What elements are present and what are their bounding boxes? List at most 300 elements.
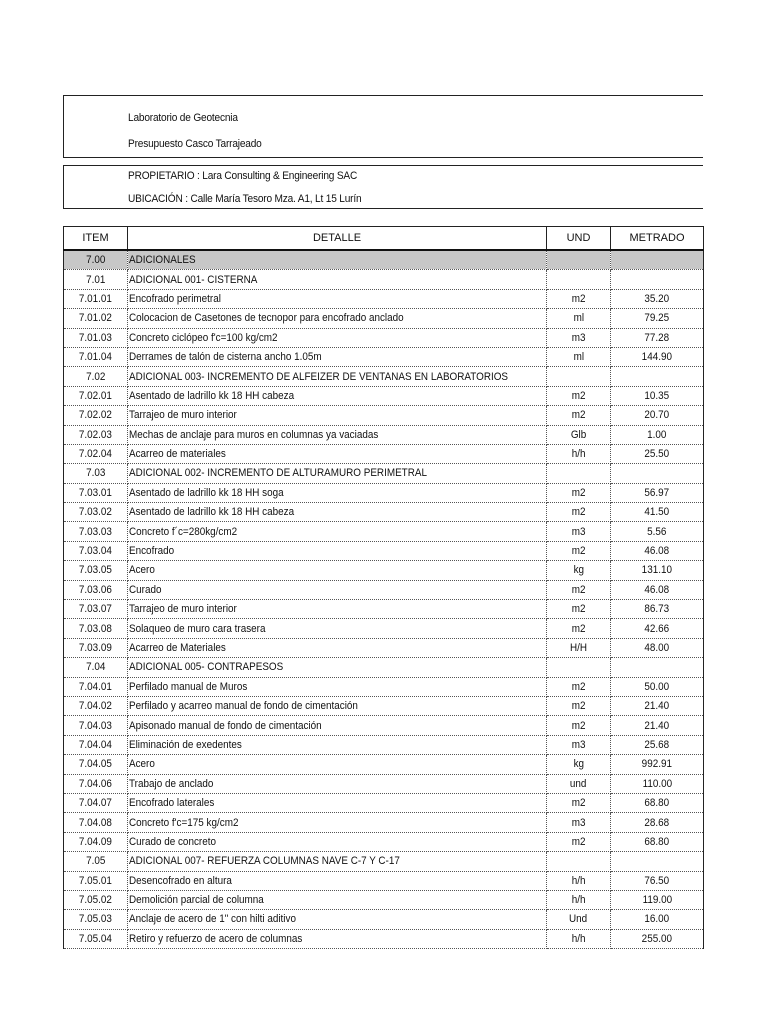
cell-metrado <box>611 386 704 405</box>
cell-und <box>547 852 611 871</box>
cell-und-text: kg <box>573 564 584 577</box>
cell-und-text: m3 <box>571 525 586 538</box>
lab-title: Laboratorio de Geotecnia <box>128 112 238 124</box>
cell-item <box>64 522 128 541</box>
cell-detalle-text: ADICIONAL 005- CONTRAPESOS <box>129 661 284 674</box>
cell-und <box>547 328 611 347</box>
cell-und-text: kg <box>573 758 584 771</box>
table-row <box>64 929 704 948</box>
cell-metrado-text: 28.68 <box>644 816 670 829</box>
cell-item <box>64 696 128 715</box>
cell-und <box>547 580 611 599</box>
cell-und-text: ml <box>573 351 584 364</box>
cell-und <box>547 425 611 444</box>
table-row <box>64 328 704 347</box>
budget-title: Presupuesto Casco Tarrajeado <box>128 138 262 150</box>
cell-und <box>547 910 611 929</box>
table-row <box>64 677 704 696</box>
cell-item-text: 7.03.05 <box>78 564 113 577</box>
cell-detalle-text: Acarreo de Materiales <box>129 642 226 654</box>
cell-item <box>64 619 128 638</box>
cell-item-text: 7.05.04 <box>78 932 113 945</box>
cell-und-text: m2 <box>571 409 586 422</box>
cell-detalle <box>128 619 547 638</box>
cell-metrado-text: 48.00 <box>644 642 670 654</box>
budget-table <box>63 226 704 949</box>
cell-detalle <box>128 658 547 677</box>
cell-detalle <box>128 735 547 754</box>
cell-metrado-text: 50.00 <box>644 680 670 693</box>
cell-detalle <box>128 716 547 735</box>
table-row <box>64 871 704 890</box>
cell-und-text: m3 <box>571 816 586 829</box>
cell-und-text: h/h <box>571 448 586 461</box>
cell-detalle-text: Asentado de ladrillo kk 18 HH cabeza <box>129 506 295 519</box>
cell-und <box>547 890 611 909</box>
cell-detalle <box>128 367 547 386</box>
cell-detalle <box>128 464 547 483</box>
cell-item-text: 7.00 <box>85 254 106 267</box>
cell-item <box>64 250 128 270</box>
table-row <box>64 638 704 657</box>
cell-item-text: 7.04.08 <box>78 816 113 829</box>
cell-und <box>547 638 611 657</box>
cell-metrado <box>611 677 704 696</box>
cell-detalle-text: Asentado de ladrillo kk 18 HH cabeza <box>129 389 295 402</box>
cell-metrado <box>611 367 704 386</box>
cell-detalle-text: Trabajo de anclado <box>129 777 214 790</box>
cell-detalle <box>128 347 547 366</box>
table-row <box>64 541 704 560</box>
col-header-detalle: DETALLE <box>128 227 547 251</box>
cell-detalle-text: ADICIONAL 001- CISTERNA <box>129 273 258 286</box>
cell-detalle <box>128 561 547 580</box>
cell-und <box>547 464 611 483</box>
cell-item <box>64 716 128 735</box>
cell-detalle <box>128 832 547 851</box>
cell-detalle-text: ADICIONAL 003- INCREMENTO DE ALFEIZER DE VENTANAS EN LABORATORIOS <box>129 370 509 383</box>
cell-und-text: m2 <box>571 719 586 732</box>
cell-metrado <box>611 483 704 502</box>
cell-detalle <box>128 289 547 308</box>
cell-metrado <box>611 890 704 909</box>
cell-detalle <box>128 890 547 909</box>
cell-detalle <box>128 309 547 328</box>
cell-item-text: 7.04.01 <box>78 680 113 693</box>
cell-und-text: m2 <box>571 292 586 305</box>
cell-item-text: 7.03.03 <box>78 525 113 538</box>
cell-metrado-text: 77.28 <box>644 331 670 344</box>
table-row <box>64 250 704 270</box>
cell-item <box>64 386 128 405</box>
cell-item-text: 7.05.03 <box>78 913 113 926</box>
cell-item-text: 7.02.03 <box>78 428 113 441</box>
cell-detalle <box>128 793 547 812</box>
cell-detalle-text: Encofrado <box>129 545 175 558</box>
cell-item-text: 7.02.01 <box>78 389 113 402</box>
cell-metrado-text: 119.00 <box>642 894 672 907</box>
cell-und-text: m2 <box>571 389 586 402</box>
cell-und-text: m2 <box>571 700 586 713</box>
cell-und <box>547 735 611 754</box>
cell-und <box>547 309 611 328</box>
cell-item <box>64 600 128 619</box>
cell-metrado-text: 131.10 <box>641 564 673 577</box>
cell-metrado-text: 46.08 <box>644 583 670 596</box>
cell-item <box>64 890 128 909</box>
cell-metrado <box>611 580 704 599</box>
cell-detalle-text: Curado <box>129 583 162 596</box>
cell-item <box>64 658 128 677</box>
cell-metrado <box>611 444 704 463</box>
cell-item <box>64 347 128 366</box>
cell-metrado <box>611 852 704 871</box>
cell-und-text: m2 <box>571 506 586 519</box>
cell-und-text: m2 <box>571 545 586 558</box>
table-row <box>64 483 704 502</box>
cell-und-text: H/H <box>569 642 588 654</box>
cell-detalle <box>128 328 547 347</box>
cell-metrado <box>611 638 704 657</box>
table-row <box>64 503 704 522</box>
cell-detalle-text: ADICIONALES <box>129 254 196 267</box>
cell-detalle <box>128 541 547 560</box>
cell-und-text: h/h <box>571 894 586 907</box>
cell-und <box>547 696 611 715</box>
cell-metrado-text: 144.90 <box>641 351 673 364</box>
cell-detalle-text: Acero <box>129 564 155 577</box>
table-row <box>64 464 704 483</box>
cell-metrado-text: 110.00 <box>642 777 672 790</box>
table-row <box>64 793 704 812</box>
cell-detalle-text: Tarrajeo de muro interior <box>129 409 237 422</box>
cell-detalle-text: Acarreo de materiales <box>129 448 226 461</box>
cell-detalle-text: Desencofrado en altura <box>129 874 232 887</box>
cell-metrado-text: 1.00 <box>647 428 667 441</box>
cell-item-text: 7.03.07 <box>78 603 113 616</box>
cell-und-text: m3 <box>571 331 586 344</box>
cell-metrado-text: 992.91 <box>641 758 673 771</box>
cell-metrado <box>611 406 704 425</box>
cell-metrado <box>611 755 704 774</box>
cell-item <box>64 910 128 929</box>
cell-und <box>547 541 611 560</box>
cell-metrado <box>611 774 704 793</box>
cell-metrado-text: 21.40 <box>644 700 670 713</box>
cell-detalle-text: Concreto f´c=280kg/cm2 <box>129 525 238 538</box>
cell-metrado <box>611 735 704 754</box>
cell-und-text: Glb <box>570 428 587 441</box>
cell-detalle <box>128 600 547 619</box>
cell-und-text: h/h <box>571 932 586 945</box>
cell-und <box>547 270 611 289</box>
owner-line: PROPIETARIO : Lara Consulting & Engineering SAC <box>128 170 358 182</box>
cell-detalle-text: Curado de concreto <box>129 835 216 848</box>
cell-item-text: 7.03.04 <box>78 545 113 558</box>
cell-metrado <box>611 910 704 929</box>
cell-metrado <box>611 929 704 948</box>
cell-und <box>547 600 611 619</box>
cell-detalle-text: ADICIONAL 007- REFUERZA COLUMNAS NAVE C-7 Y C-17 <box>129 855 400 868</box>
cell-item <box>64 677 128 696</box>
cell-metrado-text: 56.97 <box>644 486 670 499</box>
cell-metrado <box>611 503 704 522</box>
cell-detalle-text: Retiro y refuerzo de acero de columnas <box>129 932 303 945</box>
cell-und <box>547 444 611 463</box>
cell-metrado <box>611 270 704 289</box>
table-row <box>64 832 704 851</box>
col-header-metrado: METRADO <box>611 227 704 251</box>
cell-detalle <box>128 910 547 929</box>
cell-und-text: und <box>570 777 587 790</box>
cell-und <box>547 561 611 580</box>
table-row <box>64 600 704 619</box>
cell-item-text: 7.01.01 <box>78 292 113 305</box>
cell-detalle <box>128 386 547 405</box>
cell-metrado-text: 35.20 <box>644 292 670 305</box>
cell-item <box>64 425 128 444</box>
table-row <box>64 619 704 638</box>
cell-item <box>64 755 128 774</box>
cell-detalle <box>128 755 547 774</box>
cell-detalle <box>128 813 547 832</box>
cell-metrado <box>611 813 704 832</box>
cell-metrado <box>611 600 704 619</box>
table-row <box>64 406 704 425</box>
cell-detalle-text: Acero <box>129 758 155 771</box>
cell-item <box>64 309 128 328</box>
cell-item-text: 7.03 <box>85 467 106 480</box>
cell-item-text: 7.02.04 <box>78 448 113 461</box>
cell-detalle <box>128 774 547 793</box>
cell-und <box>547 619 611 638</box>
cell-und <box>547 522 611 541</box>
cell-detalle-text: Solaqueo de muro cara trasera <box>129 622 266 635</box>
table-row <box>64 774 704 793</box>
table-row <box>64 386 704 405</box>
cell-item-text: 7.01 <box>85 273 106 286</box>
cell-item <box>64 503 128 522</box>
cell-detalle-text: Tarrajeo de muro interior <box>129 603 237 616</box>
cell-metrado-text: 5.56 <box>647 525 667 538</box>
cell-detalle <box>128 483 547 502</box>
cell-item-text: 7.05.02 <box>78 894 113 907</box>
table-row <box>64 813 704 832</box>
cell-und <box>547 483 611 502</box>
cell-detalle <box>128 580 547 599</box>
cell-und <box>547 347 611 366</box>
cell-metrado <box>611 522 704 541</box>
cell-und <box>547 755 611 774</box>
cell-und-text: m2 <box>571 603 586 616</box>
cell-metrado <box>611 658 704 677</box>
cell-und-text: m2 <box>571 583 586 596</box>
cell-detalle <box>128 522 547 541</box>
cell-detalle <box>128 852 547 871</box>
cell-metrado-text: 76.50 <box>644 874 670 887</box>
cell-und <box>547 250 611 270</box>
cell-detalle <box>128 425 547 444</box>
cell-metrado-text: 46.08 <box>644 545 670 558</box>
cell-detalle <box>128 503 547 522</box>
cell-metrado-text: 86.73 <box>644 603 670 616</box>
table-header-row <box>64 227 704 251</box>
cell-detalle <box>128 638 547 657</box>
cell-item-text: 7.04.02 <box>78 700 113 713</box>
cell-item <box>64 444 128 463</box>
cell-item <box>64 852 128 871</box>
cell-detalle-text: Concreto f'c=175 kg/cm2 <box>129 816 239 829</box>
cell-metrado <box>611 716 704 735</box>
cell-item <box>64 793 128 812</box>
cell-item-text: 7.04.03 <box>78 719 113 732</box>
cell-metrado <box>611 832 704 851</box>
cell-metrado <box>611 541 704 560</box>
cell-item-text: 7.04.06 <box>78 777 113 790</box>
cell-metrado-text: 68.80 <box>644 797 670 810</box>
table-row <box>64 289 704 308</box>
cell-detalle-text: Encofrado laterales <box>129 797 215 810</box>
cell-item-text: 7.04.05 <box>78 758 113 771</box>
table-row <box>64 367 704 386</box>
cell-item-text: 7.01.04 <box>78 351 113 364</box>
table-row <box>64 696 704 715</box>
cell-metrado <box>611 250 704 270</box>
cell-detalle-text: ADICIONAL 002- INCREMENTO DE ALTURAMURO PERIMETRAL <box>129 467 427 480</box>
cell-metrado <box>611 561 704 580</box>
cell-detalle-text: Eliminación de exedentes <box>129 738 242 751</box>
cell-detalle <box>128 696 547 715</box>
cell-detalle-text: Apisonado manual de fondo de cimentación <box>129 719 322 732</box>
cell-und-text: m2 <box>571 835 586 848</box>
cell-metrado-text: 10.35 <box>644 389 670 402</box>
cell-metrado-text: 16.00 <box>644 913 670 926</box>
cell-und <box>547 929 611 948</box>
cell-detalle-text: Perfilado manual de Muros <box>129 680 248 693</box>
cell-item-text: 7.04 <box>85 661 106 674</box>
table-row <box>64 522 704 541</box>
cell-detalle <box>128 871 547 890</box>
cell-metrado <box>611 871 704 890</box>
cell-item-text: 7.03.02 <box>78 506 113 519</box>
table-body <box>64 250 704 949</box>
table-row <box>64 270 704 289</box>
cell-metrado <box>611 464 704 483</box>
cell-und-text: ml <box>573 312 584 325</box>
header-box <box>63 95 703 158</box>
cell-item <box>64 483 128 502</box>
cell-und <box>547 716 611 735</box>
cell-item <box>64 270 128 289</box>
table-row <box>64 309 704 328</box>
cell-item <box>64 832 128 851</box>
cell-detalle-text: Mechas de anclaje para muros en columnas ya vaciadas <box>129 428 379 441</box>
cell-item-text: 7.02 <box>85 370 106 383</box>
col-header-und: UND <box>547 227 611 251</box>
cell-item-text: 7.03.01 <box>78 486 113 499</box>
cell-metrado-text: 25.68 <box>644 738 670 751</box>
cell-und <box>547 774 611 793</box>
cell-item <box>64 929 128 948</box>
cell-item <box>64 774 128 793</box>
cell-metrado <box>611 619 704 638</box>
cell-item <box>64 328 128 347</box>
cell-und <box>547 367 611 386</box>
cell-detalle <box>128 677 547 696</box>
cell-metrado-text: 20.70 <box>644 409 670 422</box>
cell-item <box>64 871 128 890</box>
cell-metrado-text: 41.50 <box>644 506 670 519</box>
cell-detalle-text: Derrames de talón de cisterna ancho 1.05m <box>129 351 322 364</box>
cell-und <box>547 832 611 851</box>
cell-metrado-text: 255.00 <box>641 932 673 945</box>
cell-und <box>547 658 611 677</box>
cell-metrado <box>611 347 704 366</box>
cell-und-text: m2 <box>571 680 586 693</box>
cell-metrado <box>611 793 704 812</box>
cell-detalle-text: Anclaje de acero de 1" con hilti aditivo <box>129 913 296 926</box>
table-row <box>64 735 704 754</box>
cell-item <box>64 541 128 560</box>
table-row <box>64 444 704 463</box>
cell-item <box>64 406 128 425</box>
table-row <box>64 910 704 929</box>
cell-item-text: 7.03.06 <box>78 583 113 596</box>
cell-item-text: 7.04.04 <box>78 738 113 751</box>
cell-und-text: m3 <box>571 738 586 751</box>
cell-item-text: 7.03.09 <box>78 642 113 654</box>
cell-detalle <box>128 406 547 425</box>
cell-und-text: m2 <box>571 486 586 499</box>
cell-item <box>64 367 128 386</box>
cell-detalle-text: Perfilado y acarreo manual de fondo de cimentación <box>129 700 358 713</box>
cell-und-text: m2 <box>571 622 586 635</box>
cell-detalle-text: Encofrado perimetral <box>129 292 221 305</box>
cell-detalle <box>128 444 547 463</box>
location-line: UBICACIÓN : Calle María Tesoro Mza. A1, Lt 15 Lurín <box>128 193 362 205</box>
cell-item-text: 7.01.02 <box>78 312 113 325</box>
cell-item-text: 7.05 <box>85 855 106 868</box>
table-row <box>64 890 704 909</box>
cell-detalle-text: Asentado de ladrillo kk 18 HH soga <box>129 486 284 499</box>
cell-item-text: 7.03.08 <box>78 622 113 635</box>
cell-item <box>64 464 128 483</box>
cell-metrado-text: 25.50 <box>644 448 670 461</box>
cell-und-text: m2 <box>571 797 586 810</box>
table-row <box>64 716 704 735</box>
cell-metrado <box>611 289 704 308</box>
table-row <box>64 755 704 774</box>
cell-metrado-text: 21.40 <box>644 719 670 732</box>
cell-detalle <box>128 250 547 270</box>
cell-metrado <box>611 425 704 444</box>
cell-und <box>547 386 611 405</box>
cell-item <box>64 813 128 832</box>
table-row <box>64 658 704 677</box>
cell-item <box>64 561 128 580</box>
cell-und <box>547 503 611 522</box>
cell-item <box>64 580 128 599</box>
cell-item-text: 7.02.02 <box>78 409 113 422</box>
cell-item-text: 7.05.01 <box>78 874 113 887</box>
cell-detalle-text: Colocacion de Casetones de tecnopor para encofrado anclado <box>129 312 404 325</box>
cell-und <box>547 677 611 696</box>
cell-detalle <box>128 929 547 948</box>
cell-und-text: Und <box>569 913 588 926</box>
cell-metrado <box>611 328 704 347</box>
owner-box <box>63 165 703 209</box>
table-row <box>64 347 704 366</box>
